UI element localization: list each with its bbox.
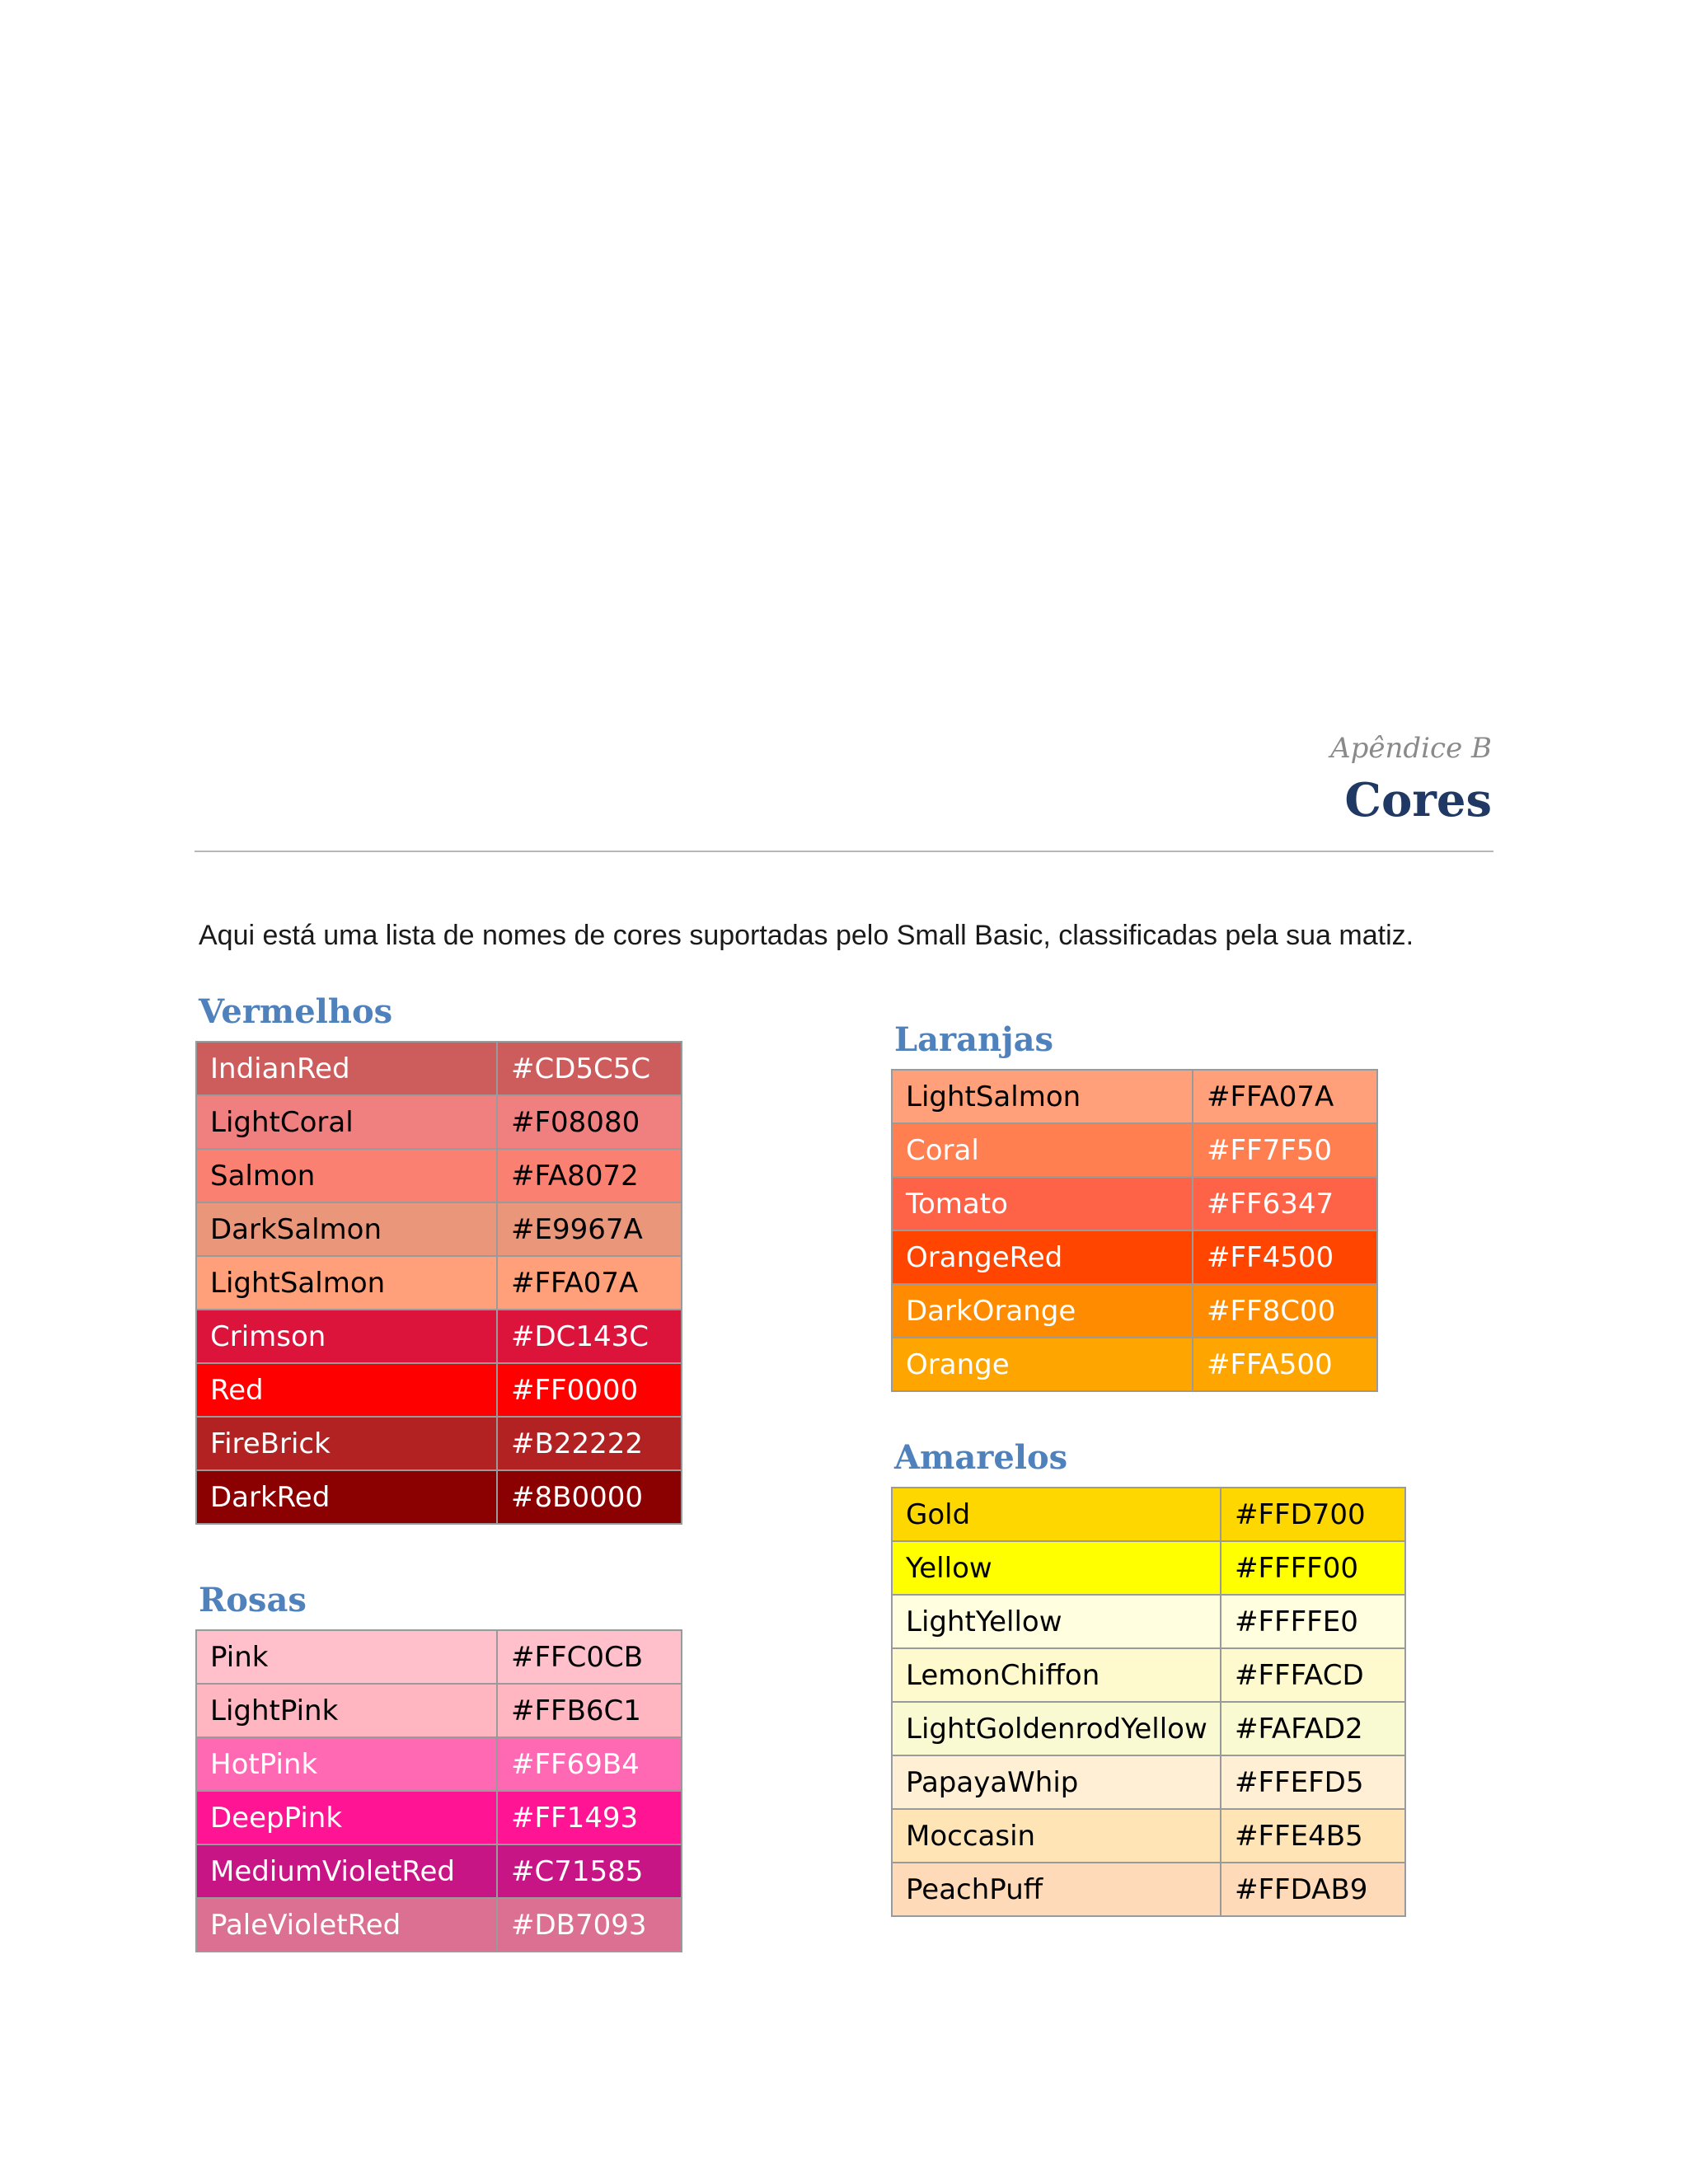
color-hex: #DB7093 bbox=[497, 1898, 682, 1952]
color-row bbox=[892, 1755, 1405, 1809]
color-name: Salmon bbox=[196, 1149, 497, 1202]
color-name: PeachPuff bbox=[892, 1863, 1221, 1916]
intro-paragraph: Aqui está uma lista de nomes de cores suportadas pelo Small Basic, classificadas pela sua matiz. bbox=[199, 920, 1414, 951]
color-hex: #FFD700 bbox=[1221, 1488, 1405, 1541]
color-hex: #FAFAD2 bbox=[1221, 1702, 1405, 1755]
color-hex: #DC143C bbox=[497, 1310, 682, 1363]
color-row bbox=[196, 1256, 682, 1310]
color-row bbox=[892, 1541, 1405, 1595]
heading-rosas: Rosas bbox=[199, 1581, 307, 1619]
color-hex: #FFA07A bbox=[497, 1256, 682, 1310]
color-row bbox=[892, 1338, 1377, 1391]
heading-amarelos: Amarelos bbox=[894, 1438, 1068, 1477]
color-hex: #FF8C00 bbox=[1193, 1284, 1377, 1338]
color-name: MediumVioletRed bbox=[196, 1844, 497, 1898]
color-hex: #E9967A bbox=[497, 1202, 682, 1256]
color-row bbox=[892, 1123, 1377, 1177]
color-name: IndianRed bbox=[196, 1042, 497, 1095]
color-hex: #FA8072 bbox=[497, 1149, 682, 1202]
color-name: Tomato bbox=[892, 1177, 1193, 1230]
color-row bbox=[196, 1630, 682, 1684]
color-hex: #F08080 bbox=[497, 1095, 682, 1149]
color-row bbox=[196, 1042, 682, 1095]
color-name: LightYellow bbox=[892, 1595, 1221, 1648]
color-name: Gold bbox=[892, 1488, 1221, 1541]
color-row bbox=[196, 1791, 682, 1844]
color-name: OrangeRed bbox=[892, 1230, 1193, 1284]
color-hex: #FFB6C1 bbox=[497, 1684, 682, 1737]
color-row bbox=[892, 1863, 1405, 1916]
color-hex: #FFFF00 bbox=[1221, 1541, 1405, 1595]
color-table-amarelos bbox=[891, 1487, 1406, 1917]
color-table-vermelhos bbox=[195, 1041, 682, 1525]
color-name: DeepPink bbox=[196, 1791, 497, 1844]
color-row bbox=[196, 1737, 682, 1791]
color-hex: #FFA500 bbox=[1193, 1338, 1377, 1391]
color-name: LightCoral bbox=[196, 1095, 497, 1149]
color-row bbox=[196, 1684, 682, 1737]
color-hex: #C71585 bbox=[497, 1844, 682, 1898]
color-hex: #FFFACD bbox=[1221, 1648, 1405, 1702]
heading-laranjas: Laranjas bbox=[894, 1020, 1054, 1059]
color-hex: #8B0000 bbox=[497, 1470, 682, 1524]
color-hex: #FFDAB9 bbox=[1221, 1863, 1405, 1916]
color-hex: #FF1493 bbox=[497, 1791, 682, 1844]
color-name: Pink bbox=[196, 1630, 497, 1684]
color-name: FireBrick bbox=[196, 1417, 497, 1470]
color-name: PapayaWhip bbox=[892, 1755, 1221, 1809]
color-row bbox=[892, 1702, 1405, 1755]
color-name: DarkRed bbox=[196, 1470, 497, 1524]
color-row bbox=[892, 1070, 1377, 1123]
color-name: Crimson bbox=[196, 1310, 497, 1363]
color-name: Moccasin bbox=[892, 1809, 1221, 1863]
color-hex: #FFFFE0 bbox=[1221, 1595, 1405, 1648]
color-name: LightSalmon bbox=[892, 1070, 1193, 1123]
appendix-label: Apêndice B bbox=[1330, 732, 1492, 765]
color-name: LightGoldenrodYellow bbox=[892, 1702, 1221, 1755]
color-hex: #FFC0CB bbox=[497, 1630, 682, 1684]
color-hex: #B22222 bbox=[497, 1417, 682, 1470]
color-row bbox=[196, 1363, 682, 1417]
color-name: PaleVioletRed bbox=[196, 1898, 497, 1952]
color-row bbox=[196, 1149, 682, 1202]
color-row bbox=[892, 1809, 1405, 1863]
color-row bbox=[892, 1488, 1405, 1541]
color-name: DarkSalmon bbox=[196, 1202, 497, 1256]
color-row bbox=[196, 1470, 682, 1524]
color-row bbox=[892, 1595, 1405, 1648]
color-hex: #FFA07A bbox=[1193, 1070, 1377, 1123]
color-name: HotPink bbox=[196, 1737, 497, 1791]
color-hex: #FF0000 bbox=[497, 1363, 682, 1417]
color-hex: #FFEFD5 bbox=[1221, 1755, 1405, 1809]
color-hex: #FF69B4 bbox=[497, 1737, 682, 1791]
color-row bbox=[892, 1230, 1377, 1284]
color-row bbox=[196, 1310, 682, 1363]
color-row bbox=[892, 1177, 1377, 1230]
color-table-laranjas bbox=[891, 1069, 1378, 1392]
color-row bbox=[892, 1284, 1377, 1338]
color-row bbox=[892, 1648, 1405, 1702]
color-name: LemonChiffon bbox=[892, 1648, 1221, 1702]
color-row bbox=[196, 1202, 682, 1256]
color-row bbox=[196, 1898, 682, 1952]
color-row bbox=[196, 1095, 682, 1149]
color-name: LightSalmon bbox=[196, 1256, 497, 1310]
color-name: Coral bbox=[892, 1123, 1193, 1177]
color-name: Orange bbox=[892, 1338, 1193, 1391]
color-hex: #FF6347 bbox=[1193, 1177, 1377, 1230]
color-name: Yellow bbox=[892, 1541, 1221, 1595]
color-hex: #FF4500 bbox=[1193, 1230, 1377, 1284]
color-table-rosas bbox=[195, 1629, 682, 1952]
heading-vermelhos: Vermelhos bbox=[199, 992, 393, 1031]
color-row bbox=[196, 1417, 682, 1470]
color-row bbox=[196, 1844, 682, 1898]
color-hex: #CD5C5C bbox=[497, 1042, 682, 1095]
color-hex: #FFE4B5 bbox=[1221, 1809, 1405, 1863]
color-name: Red bbox=[196, 1363, 497, 1417]
color-hex: #FF7F50 bbox=[1193, 1123, 1377, 1177]
color-name: LightPink bbox=[196, 1684, 497, 1737]
title-divider bbox=[195, 851, 1493, 852]
chapter-title: Cores bbox=[1344, 773, 1492, 827]
color-name: DarkOrange bbox=[892, 1284, 1193, 1338]
